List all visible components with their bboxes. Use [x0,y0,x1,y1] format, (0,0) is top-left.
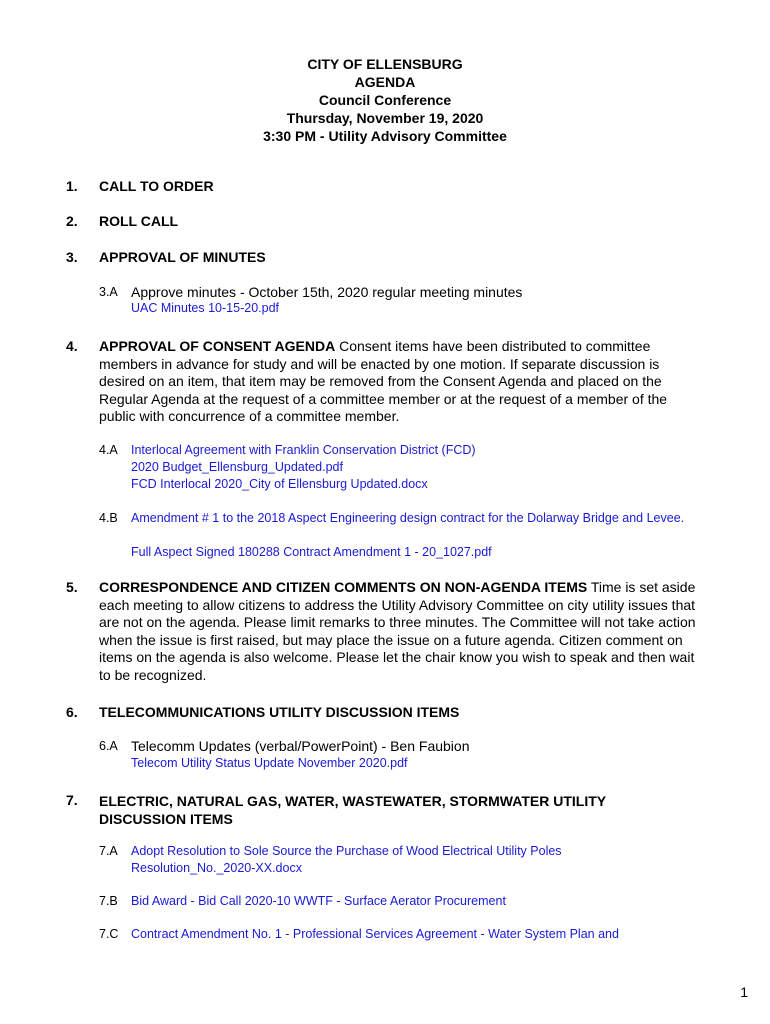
item-number: 3. [66,249,78,265]
agenda-item-link[interactable]: Adopt Resolution to Sole Source the Purchase of Wood Electrical Utility Poles [131,844,562,858]
agenda-item-link[interactable]: Bid Award - Bid Call 2020-10 WWTF - Surface Aerator Procurement [131,894,506,908]
agenda-item-link[interactable]: Interlocal Agreement with Franklin Conservation District (FCD) [131,443,476,457]
agenda-item-link[interactable]: Contract Amendment No. 1 - Professional Services Agreement - Water System Plan and [131,927,619,941]
subitem-text: Approve minutes - October 15th, 2020 regular meeting minutes [131,284,523,300]
subitem-number: 4.A [99,443,118,457]
section-body: Time is set aside each meeting to allow citizens to address the Utility Advisory Committee on city utility issues that are not on the agenda. Please limit remarks to three minutes. The Committee will not take action when the issue is first raised, but may place the issue on a future agenda. Citizen comment on items on the agenda is also welcome. Please let the chair know you wish to speak and then wait to be recognized. [99,579,696,683]
meeting-name: Council Conference [318,92,452,108]
page-number: 1 [740,984,748,1000]
subitem-text: Telecomm Updates (verbal/PowerPoint) - Ben Faubion [131,738,470,754]
section-title: TELECOMMUNICATIONS UTILITY DISCUSSION ITEMS [99,704,460,720]
section-title: ELECTRIC, NATURAL GAS, WATER, WASTEWATER, STORMWATER UTILITY DISCUSSION ITEMS [99,793,606,827]
section-title: ROLL CALL [99,213,179,229]
section-title: APPROVAL OF MINUTES [99,249,266,265]
subitem-number: 7.C [99,927,119,941]
attachment-link[interactable]: Telecom Utility Status Update November 2020.pdf [131,756,408,770]
subitem-number: 7.B [99,894,118,908]
attachment-link[interactable]: UAC Minutes 10-15-20.pdf [131,301,279,315]
item-number: 5. [66,579,78,595]
section-paragraph [99,338,699,426]
city-name: CITY OF ELLENSBURG [307,56,463,72]
section-title: APPROVAL OF CONSENT AGENDA [99,338,336,354]
subitem-number: 6.A [99,739,118,753]
item-number: 6. [66,704,78,720]
attachment-link[interactable]: Resolution_No._2020-XX.docx [131,861,302,875]
section-title: CORRESPONDENCE AND CITIZEN COMMENTS ON NON-AGENDA ITEMS [99,579,588,595]
attachment-link[interactable]: FCD Interlocal 2020_City of Ellensburg Updated.docx [131,477,428,491]
section-paragraph [99,579,699,685]
subitem-number: 4.B [99,511,118,525]
attachment-link[interactable]: Full Aspect Signed 180288 Contract Amendment 1 - 20_1027.pdf [131,545,492,559]
subitem-number: 7.A [99,844,118,858]
item-number: 4. [66,338,78,354]
meeting-date: Thursday, November 19, 2020 [286,110,484,126]
agenda-item-link[interactable]: Amendment # 1 to the 2018 Aspect Engineering design contract for the Dolarway Bridge and Levee. [131,511,685,525]
subitem-number: 3.A [99,285,118,299]
meeting-time-committee: 3:30 PM - Utility Advisory Committee [263,128,507,144]
item-number: 1. [66,178,78,194]
document-type: AGENDA [354,74,416,90]
item-number: 2. [66,213,78,229]
section-body: Consent items have been distributed to committee members in advance for study and will be enacted by one motion. If separate discussion is desired on an item, that item may be removed from the Consent Agenda and placed on the Regular Agenda at the request of a committee member or at the request of a member of the public with concurrence of a committee member. [99,338,668,425]
section-title: CALL TO ORDER [99,178,214,194]
item-number: 7. [66,792,78,808]
attachment-link[interactable]: 2020 Budget_Ellensburg_Updated.pdf [131,460,343,474]
